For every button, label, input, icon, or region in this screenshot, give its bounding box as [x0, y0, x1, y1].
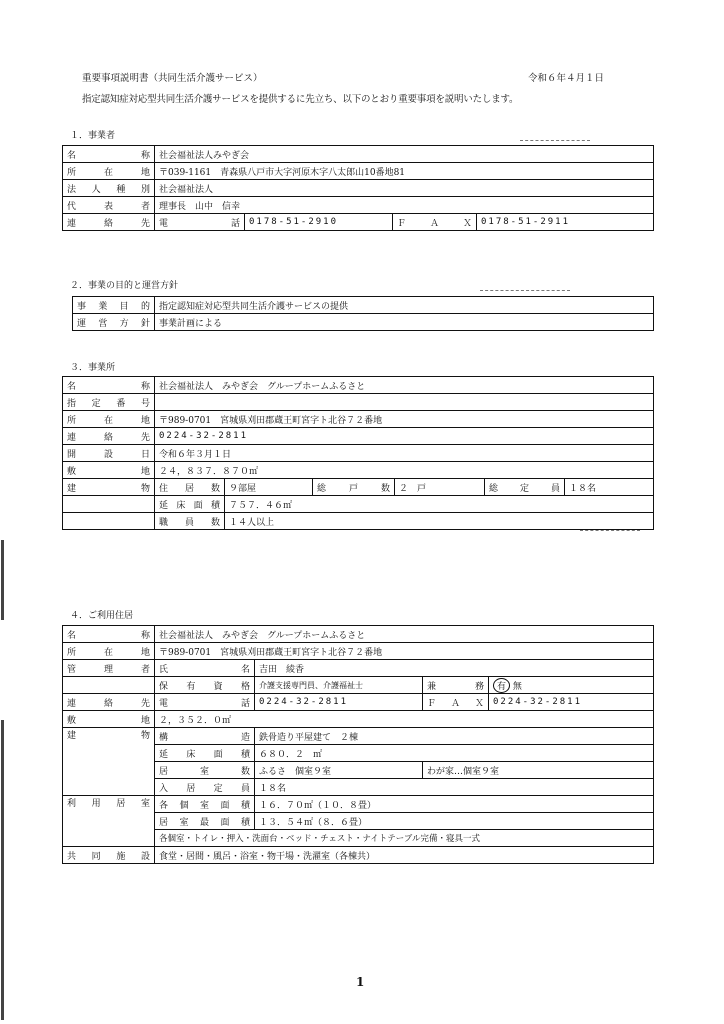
capacity-label: 総定員: [485, 479, 565, 496]
row-label: 所在地: [63, 163, 155, 180]
office-name: 社会福祉法人 みやぎ会 グループホームふるさと: [155, 377, 654, 394]
manager-qualification: 介護支援専門員、介護福祉士: [255, 677, 423, 694]
row-label: 管理者: [63, 660, 155, 677]
fax-label: ＦＡＸ: [393, 214, 477, 231]
row-label: 敷 地: [63, 711, 155, 728]
shared-facilities: 食堂・居間・風呂・浴室・物干場・洗濯室（各棟共）: [155, 847, 654, 864]
fax-label: ＦＡＸ: [423, 694, 489, 711]
residence-units-a: ふるさ 個室９室: [255, 762, 423, 779]
purpose-value: 指定認知症対応型共同生活介護サービスの提供: [155, 297, 654, 314]
intro-text: 指定認知症対応型共同生活介護サービスを提供するに先立ち、以下のとおり重要事項を説明いたします。: [82, 94, 519, 105]
row-label: 所在地: [63, 643, 155, 660]
policy-value: 事業計画による: [155, 314, 654, 331]
row-label: 敷 地: [63, 462, 155, 479]
operator-tel: 0178-51-2910: [245, 214, 393, 231]
row-label: 法人種別: [63, 180, 155, 197]
operator-name: 社会福祉法人みやぎ会: [155, 146, 654, 163]
section-2-heading: ２．事業の目的と運営方針: [70, 281, 179, 291]
cap-label: 入居定員: [155, 779, 255, 796]
empty-cell: [63, 513, 155, 530]
largest-label: 居室最面積: [155, 813, 255, 830]
scan-dash: [520, 140, 590, 141]
residence-fax: 0224-32-2811: [489, 694, 654, 711]
concurrent-no: 無: [512, 681, 522, 692]
section-3-heading: ３．事業所: [70, 363, 116, 373]
operator-type: 社会福祉法人: [155, 180, 654, 197]
office-staff: １４人以上: [225, 513, 654, 530]
largest-area: １３．５４㎡（８．６畳）: [255, 813, 654, 830]
row-label: 連絡先: [63, 214, 155, 231]
scan-edge-mark: [1, 540, 4, 620]
residence-address: 〒989-0701 宮城県刈田郡蔵王町宮字ト北谷７２番地: [155, 643, 654, 660]
office-capacity: １８名: [565, 479, 654, 496]
section-4-heading: ４．ご利用住居: [70, 611, 134, 621]
units-label: 居室数: [155, 762, 255, 779]
floor-label: 延床面積: [155, 745, 255, 762]
room-label: 各個室面積: [155, 796, 255, 813]
row-label: 代表者: [63, 197, 155, 214]
room-equipment: 各個室・トイレ・押入・洗面台・ベッド・チェスト・ナイトテーブル完備・寝具一式: [155, 830, 654, 847]
scan-edge-mark: [1, 720, 4, 1020]
operator-representative: 理事長 山中 信幸: [155, 197, 654, 214]
office-units: ９部屋: [225, 479, 313, 496]
residence-floor: ６８０．２ ㎡: [255, 745, 654, 762]
row-label: 開設日: [63, 445, 155, 462]
document-date: 令和６年４月１日: [528, 73, 605, 84]
row-label: 建 物: [63, 479, 155, 496]
operator-address: 〒039-1161 青森県八戸市大字河原木字八太郎山10番地81: [155, 163, 654, 180]
concurrent-yes-circled: 有: [493, 678, 510, 693]
row-label: 利用居室: [63, 796, 155, 847]
residence-units-b: わが家…個室９室: [423, 762, 654, 779]
room-area: １６．７０㎡（１０．８畳）: [255, 796, 654, 813]
row-label: 運営方針: [73, 314, 155, 331]
row-label: 指定番号: [63, 394, 155, 411]
concurrent-value: [489, 677, 654, 694]
purpose-table: [72, 296, 654, 331]
office-opened: 令和６年３月１日: [155, 445, 654, 462]
qual-label: 保有資格: [155, 677, 255, 694]
concurrent-label: 兼 務: [423, 677, 489, 694]
row-label: 名 称: [63, 377, 155, 394]
scan-dash: [480, 290, 570, 291]
office-address: 〒989-0701 宮城県刈田郡蔵王町宮字ト北谷７２番地: [155, 411, 654, 428]
row-label: 連絡先: [63, 428, 155, 445]
office-table: [62, 376, 654, 530]
office-floor: ７５７．４６㎡: [225, 496, 654, 513]
office-designation: [155, 394, 654, 411]
empty-cell: [63, 496, 155, 513]
residence-capacity: １８名: [255, 779, 654, 796]
residence-table: [62, 625, 654, 864]
residence-tel: 0224-32-2811: [255, 694, 423, 711]
manager-name: 吉田 綾香: [255, 660, 654, 677]
tel-label: 電 話: [155, 214, 245, 231]
residence-name: 社会福祉法人 みやぎ会 グループホームふるさと: [155, 626, 654, 643]
page-number: 1: [356, 975, 365, 989]
section-1-heading: １．事業者: [70, 131, 116, 141]
households-label: 総戸数: [313, 479, 395, 496]
staff-label: 職員数: [155, 513, 225, 530]
scan-dash: [580, 530, 640, 531]
row-label: 連絡先: [63, 694, 155, 711]
office-households: ２ 戸: [395, 479, 485, 496]
structure-label: 構 造: [155, 728, 255, 745]
office-site: ２４，８３７．８７０㎡: [155, 462, 654, 479]
operator-table: [62, 145, 654, 231]
row-label: 共同施設: [63, 847, 155, 864]
row-label: 所在地: [63, 411, 155, 428]
operator-fax: 0178-51-2911: [477, 214, 654, 231]
units-label: 住居数: [155, 479, 225, 496]
document-title: 重要事項説明書（共同生活介護サービス）: [82, 73, 263, 84]
name-header: 氏 名: [155, 660, 255, 677]
residence-site: ２，３５２．０㎡: [155, 711, 654, 728]
office-contact: 0224-32-2811: [155, 428, 654, 445]
residence-structure: 鉄骨造り平屋建て ２棟: [255, 728, 654, 745]
tel-label: 電 話: [155, 694, 255, 711]
row-label: 名 称: [63, 626, 155, 643]
row-label: 名 称: [63, 146, 155, 163]
empty-cell: [63, 677, 155, 694]
row-label: 建 物: [63, 728, 155, 796]
floor-label: 延床面積: [155, 496, 225, 513]
row-label: 事業目的: [73, 297, 155, 314]
